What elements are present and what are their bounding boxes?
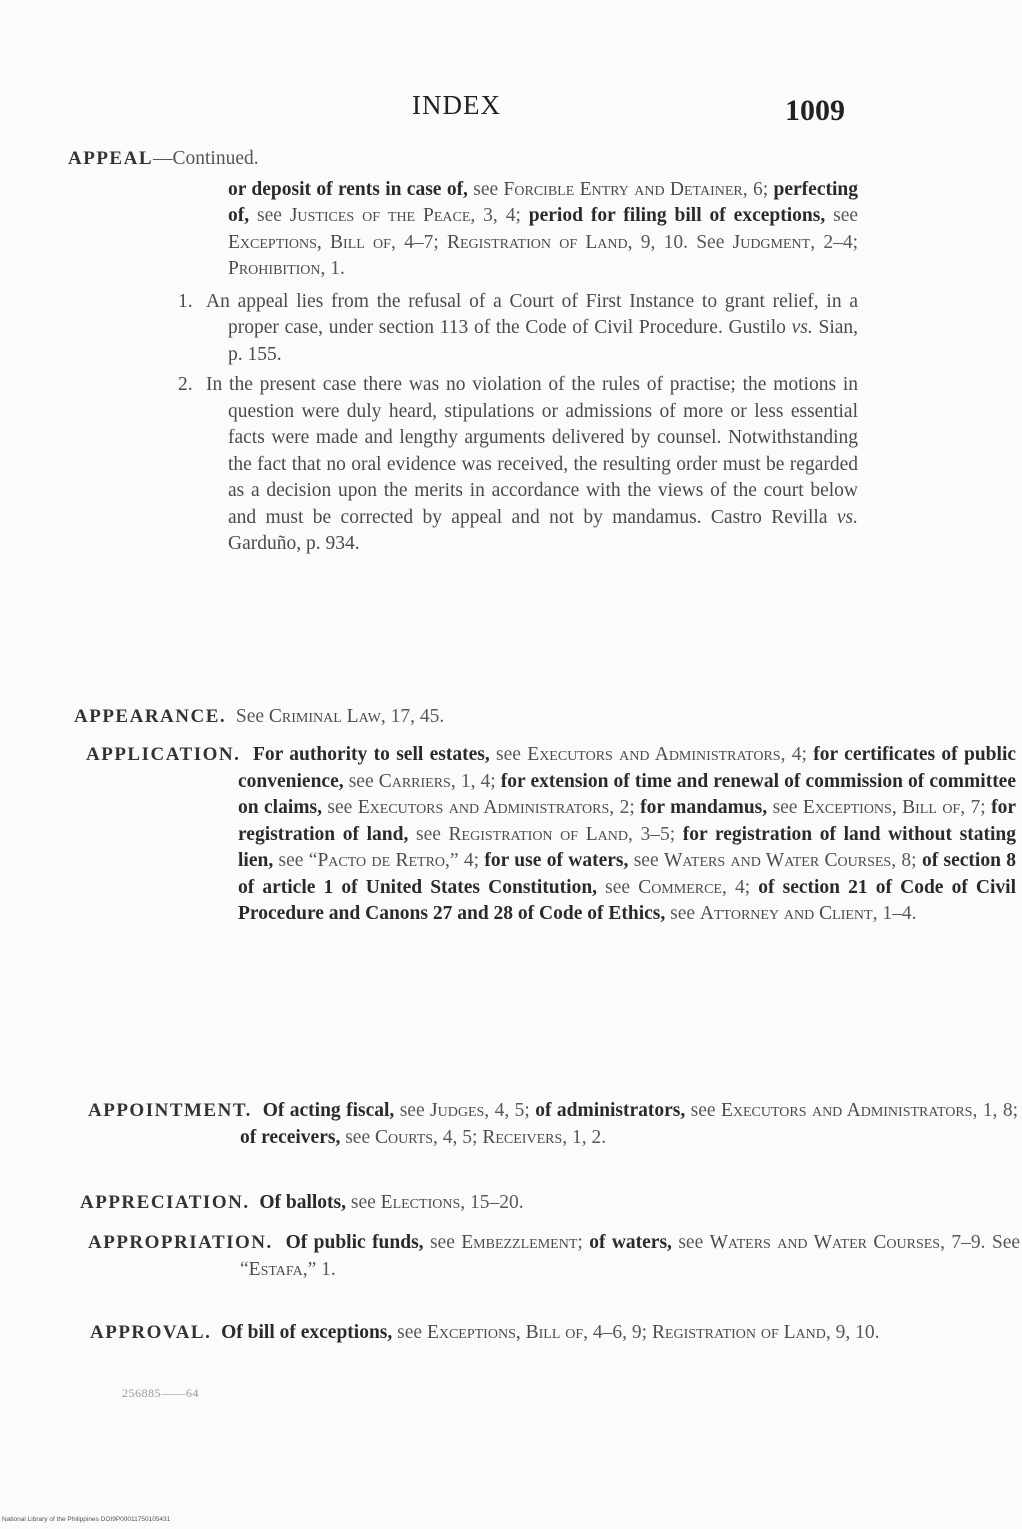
- entry-appointment: APPOINTMENT. Of acting fiscal, see Judges, 4, 5; of administrators, see Executors and Administrators, 1, 8; of receivers, see Courts, 4, 5; Receivers, 1, 2.: [88, 1100, 1018, 1148]
- print-signature-code: 256885——64: [122, 1386, 199, 1400]
- entry-appropriation: APPROPRIATION. Of public funds, see Embezzlement; of waters, see Waters and Water Courses, 7–9. See “Estafa,” 1.: [88, 1232, 1021, 1280]
- entry-crossrefs: or deposit of rents in case of, see Forcible Entry and Detainer, 6; perfecting of, see Justices of the Peace, 3, 4; period for filing bill of exceptions, see Exceptions, Bill of, 4–7; Registration of Land, 9, 10. See Judgment, 2–4; Prohibition, 1.: [228, 178, 859, 279]
- entry-term: APPROPRIATION.: [88, 1232, 273, 1253]
- entry-appreciation: APPRECIATION. Of ballots, see Elections, 15–20.: [80, 1192, 524, 1213]
- entry-term: APPOINTMENT.: [88, 1100, 252, 1121]
- entry-appearance: APPEARANCE. See Criminal Law, 17, 45.: [74, 706, 445, 727]
- entry-term: APPLICATION.: [86, 744, 241, 765]
- entry-approval: APPROVAL. Of bill of exceptions, see Exceptions, Bill of, 4–6, 9; Registration of Land, 9, 10.: [90, 1322, 880, 1343]
- entry-term: APPEAL: [68, 148, 153, 169]
- page-number: 1009: [785, 94, 845, 127]
- continued-note: —Continued.: [153, 148, 259, 169]
- entry-term: APPEARANCE.: [74, 706, 227, 727]
- entry-term: APPRECIATION.: [80, 1192, 250, 1213]
- running-head: [0, 90, 934, 130]
- page-title: INDEX: [412, 90, 501, 120]
- entry-term: APPROVAL.: [90, 1322, 212, 1343]
- entry-appeal: [68, 146, 858, 558]
- numbered-item: 2. In the present case there was no violation of the rules of practise; the motions in question were duly heard, stipulations or admissions of more or less essential facts were made and lengthy arguments delivered by counsel. Notwithstanding the fact that no oral evidence was received, the resulting order must be regarded as a decision upon the merits in accordance with the views of the court below and must be corrected by appeal and not by mandamus. Castro Revilla vs. Garduño, p. 934.: [178, 374, 858, 554]
- numbered-item: 1. An appeal lies from the refusal of a Court of First Instance to grant relief, in a proper case, under section 113 of the Code of Civil Procedure. Gustilo vs. Sian, p. 155.: [178, 290, 859, 365]
- entry-application: APPLICATION. For authority to sell estates, see Executors and Administrators, 4; for certificates of public convenience, see Carriers, 1, 4; for extension of time and renewal of commission of committee on claims, see Executors and Administrators, 2; for mandamus, see Exceptions, Bill of, 7; for registration of land, see Registration of Land, 3–5; for registration of land without stating lien, see “Pacto de Retro,” 4; for use of waters, see Waters and Water Courses, 8; of section 8 of article 1 of United States Constitution, see Commerce, 4; of section 21 of Code of Civil Procedure and Canons 27 and 28 of Code of Ethics, see Attorney and Client, 1–4.: [86, 744, 1017, 924]
- provenance-line: National Library of the Philippines DOI9P00011750105431: [2, 1516, 171, 1523]
